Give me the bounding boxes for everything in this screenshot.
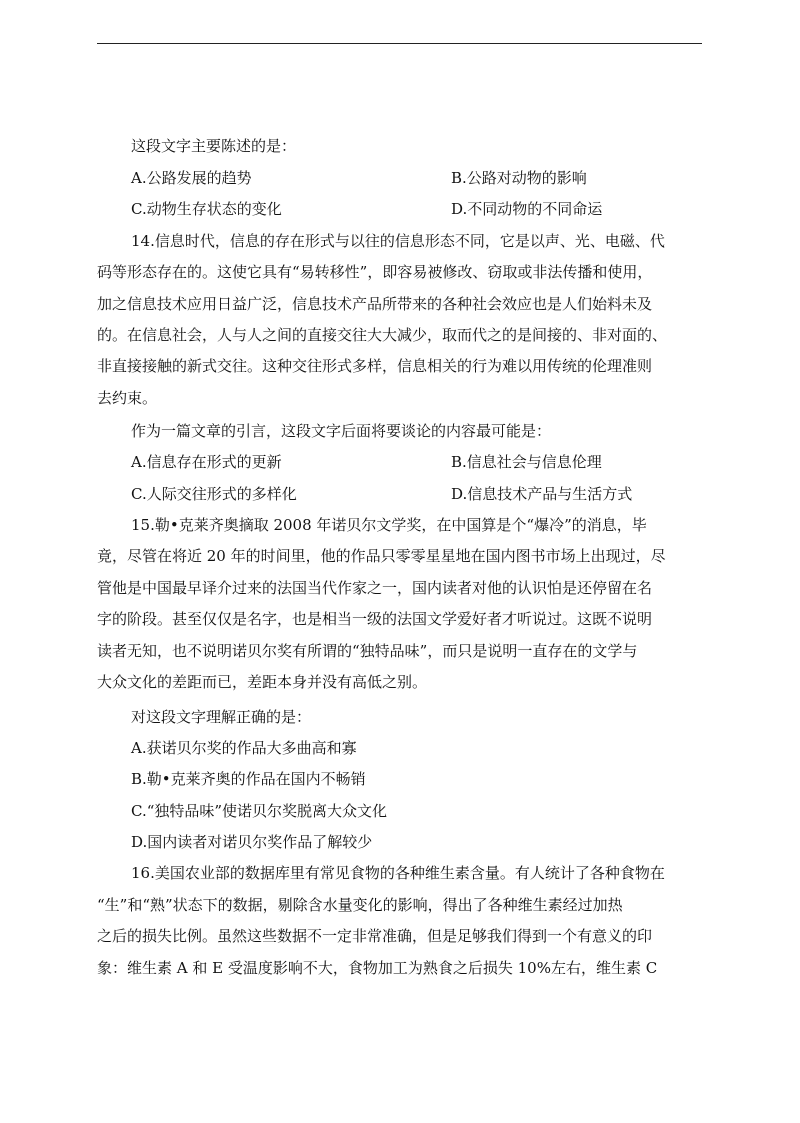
q14-line: 加之信息技术应用日益广泛，信息技术产品所带来的各种社会效应也是人们始料未及 [97,295,653,313]
q15-option-c: C.“独特品味”使诺贝尔奖脱离大众文化 [131,802,388,820]
q16-line: 象：维生素 A 和 E 受温度影响不大，食物加工为熟食之后损失 10%左右，维生素 C [97,959,658,977]
q16-line: “生”和“熟”状态下的数据，剔除含水量变化的影响，得出了各种维生素经过加热 [97,896,623,914]
q14-line: 的。在信息社会，人与人之间的直接交往大大减少，取而代之的是间接的、非对面的、 [97,326,668,344]
q15-option-a: A.获诺贝尔奖的作品大多曲高和寡 [131,739,357,757]
q15-line: 大众文化的差距而已，差距本身并没有高低之别。 [97,673,428,691]
q14-line: 码等形态存在的。这使它具有“易转移性”，即容易被修改、窃取或非法传播和使用， [97,263,653,281]
q13-option-b: B.公路对动物的影响 [451,169,587,187]
q15-option-d: D.国内读者对诺贝尔奖作品了解较少 [131,833,373,851]
q15-option-b: B.勒•克莱齐奥的作品在国内不畅销 [131,770,366,788]
q13-prompt: 这段文字主要陈述的是： [131,137,297,155]
q15-line: 管他是中国最早译介过来的法国当代作家之一，国内读者对他的认识怕是还停留在名 [97,579,653,597]
header-rule [97,43,702,44]
q14-option-c: C.人际交往形式的多样化 [131,485,297,503]
q14-line: 去约束。 [97,389,158,407]
q14-line: 14.信息时代，信息的存在形式与以往的信息形态不同，它是以声、光、电磁、代 [131,232,665,250]
q15-line: 字的阶段。甚至仅仅是名字，也是相当一级的法国文学爱好者才听说过。这既不说明 [97,610,653,628]
q14-prompt: 作为一篇文章的引言，这段文字后面将要谈论的内容最可能是： [131,422,552,440]
q15-line: 15.勒•克莱齐奥摘取 2008 年诺贝尔文学奖，在中国算是个“爆冷”的消息，毕 [131,516,647,534]
q14-line: 非直接接触的新式交往。这种交往形式多样，信息相关的行为难以用传统的伦理准则 [97,357,653,375]
q13-option-a: A.公路发展的趋势 [131,169,252,187]
q14-option-b: B.信息社会与信息伦理 [451,453,602,471]
q13-option-c: C.动物生存状态的变化 [131,200,282,218]
q15-line: 读者无知，也不说明诺贝尔奖有所谓的“独特品味”，而只是说明一直存在的文学与 [97,642,638,660]
q14-option-a: A.信息存在形式的更新 [131,453,282,471]
q16-line: 16.美国农业部的数据库里有常见食物的各种维生素含量。有人统计了各种食物在 [131,864,665,882]
q13-option-d: D.不同动物的不同命运 [451,200,603,218]
q15-line: 竟，尽管在将近 20 年的时间里，他的作品只零零星星地在国内图书市场上出现过，尽 [97,547,666,565]
q16-line: 之后的损失比例。虽然这些数据不一定非常准确，但是足够我们得到一个有意义的印 [97,927,653,945]
q14-option-d: D.信息技术产品与生活方式 [451,485,633,503]
q15-prompt: 对这段文字理解正确的是： [131,708,312,726]
